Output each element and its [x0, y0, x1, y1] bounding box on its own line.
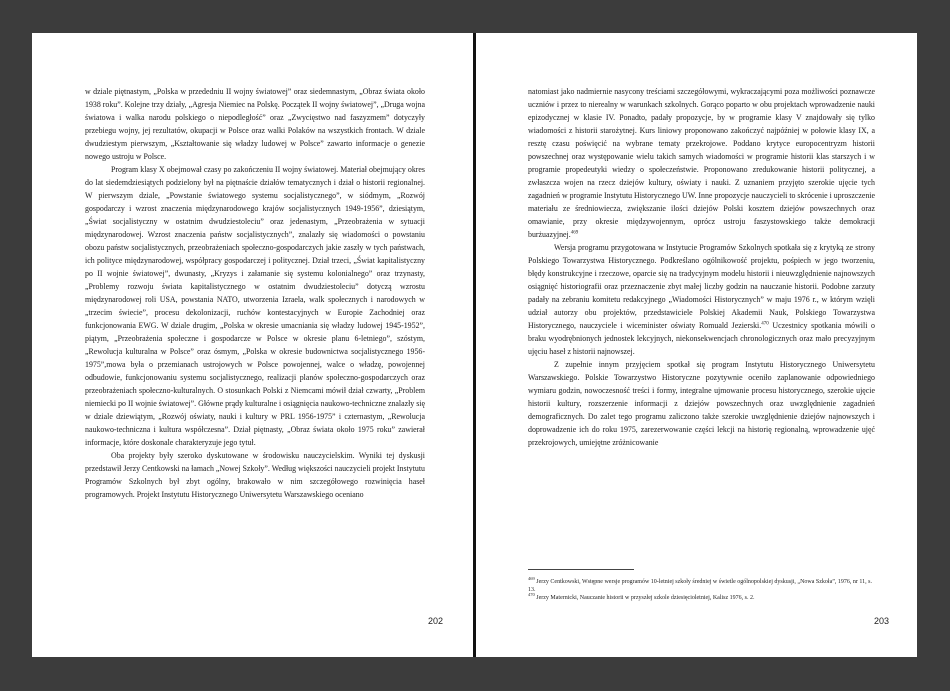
paragraph: Z zupełnie innym przyjęciem spotkał się program Instytutu Historycznego Uniwersytetu Warszawskiego. Polskie Towarzystwo Historyczne pozytywnie oceniło zaplanowanie odpowiedniego wymiaru godzin, nowoczesność treści i formy, integralne ujmowanie procesu historycznego, szerokie ujęcie historii kultury, rozszerzenie informacji z dziejów powszechnych oraz uwzględnienie zagadnień demograficznych. Do zalet tego programu zaliczono także szerokie uwzględnienie dziejów najnowszych i doprowadzenie ich do roku 1975, zarezerwowanie części lekcji na historię regionalną, wprowadzenie ujęć przekrojowych, umiejętne zróżnicowanie [528, 360, 875, 447]
page-right [476, 33, 917, 657]
page-body [85, 85, 425, 501]
footnote-text: Jerzy Maternicki, Nauczanie historii w przyszłej szkole dziesięcioletniej, Kalisz 1976, s. 2. [534, 595, 755, 601]
paragraph: Oba projekty były szeroko dyskutowane w środowisku nauczycielskim. Wyniki tej dyskusji przedstawił Jerzy Centkowski na łamach „Nowej Szkoły”. Według większości nauczycieli projekt Instytutu Programów Szkolnych był zbyt ogólny, brakowało w nim szczegółowego rozwinięcia haseł programowych. Projekt Instytutu Historycznego Uniwersytetu Warszawskiego oceniano [85, 451, 425, 499]
paragraph: Program klasy X obejmował czasy po zakończeniu II wojny światowej. Materiał obejmujący okres do lat siedemdziesiątych podzielony był na piętnaście działów tematycznych i dział o historii regionalnej. W pierwszym dziale, „Powstanie światowego systemu socjalistycznego”, w siódmym, „Rozwój gospodarczy i wzrost znaczenia międzynarodowego krajów socjalistycznych 1949-1956”, dziesiątym, „Świat socjalistyczny w ostatnim dwudziestoleciu” oraz jedenastym, „Przeobrażenia w sytuacji międzynarodowej. Wzrost znaczenia państw socjalistycznych”, znalazły się wiadomości o powstaniu obozu państw socjalistycznych, przeobrażeniach społeczno-gospodarczych jakie zaszły w tych państwach, ich polityce międzynarodowej, współpracy gospodarczej i politycznej. Dział trzeci, „Świat kapitalistyczny po II wojnie światowej”, dwunasty, „Kryzys i załamanie się systemu kolonialnego” oraz trzynasty, „Problemy rozwoju świata kapitalistycznego w ostatnim dwudziestoleciu” dotyczą wzrostu międzynarodowej roli USA, powstania NATO, utworzenia Izraela, walk społecznych i narodowych w „trzecim świecie”, procesu dekolonizacji, ruchów kontestacyjnych w Europie Zachodniej oraz funkcjonowania EWG. W dziale drugim, „Polska w okresie umacniania się władzy ludowej 1945-1952”, piątym, „Przeobrażenia społeczne i gospodarcze w Polsce w okresie planu 6-letniego”, szóstym, „Rewolucja kulturalna w Polsce” oraz ósmym, „Polska w okresie budownictwa socjalistycznego 1956-1975”,mowa była o przemianach ustrojowych w Polsce powojennej, walce o władzę, powojennej odbudowie, funkcjonowaniu systemu socjalistycznego, realizacji planów społeczno-gospodarczych oraz przeobrażeniach społeczno-kulturalnych. O stosunkach Polski z Niemcami mówił dział czwarty, „Problem niemiecki po II wojnie światowej”. Główne prądy kulturalne i osiągnięcia naukowo-techniczne znalazły się w dziale dziewiątym, „Rozwój oświaty, nauki i kultury w PRL 1956-1975” i czternastym, „Rewolucja naukowo-techniczna i kultura współczesna”. Dział piętnasty, „Obraz świata około 1975 roku” zawierał informacje, które doskonale charakteryzuje jego tytuł. [85, 165, 425, 447]
footnote [528, 578, 875, 594]
footnote-number: 469 [528, 576, 535, 581]
page-body [528, 85, 875, 449]
paragraph-text: natomiast jako nadmiernie nasycony treściami szczegółowymi, wykraczającymi poza możliwości poznawcze uczniów i przez to nierealny w warunkach szkolnych. Gorąco poparto w obu projektach wprowadzenie nauki epizodycznej w klasie IV. Ponadto, padały propozycje, by w programie klasy V znajdowały się tylko wiadomości z historii starożytnej. Kurs liniowy proponowano zakończyć najpóźniej w połowie klasy IX, a resztę czasu poświęcić na wybrane tematy przekrojowe. Poddano krytyce europocentryzm historii powszechnej oraz występowanie wielu takich samych wiadomości w programie historii klas starszych i w programie propedeutyki wiedzy o społeczeństwie. Proponowano zredukowanie historii politycznej, a zwłaszcza wojen na rzecz dziejów kultury, oświaty i nauki. Z uznaniem przyjęto szerokie ujęcie tych zagadnień w programie Instytutu Historycznego UW. Inne propozycje nauczycieli to skrócenie i uproszczenie materiału ze średniowiecza, zwiększanie ilości dziejów Polski kosztem dziejów powszechnych oraz omawianie, przy okresie międzywojennym, oprócz ustroju faszystowskiego także demokracji burżuazyjnej. [528, 87, 875, 239]
page-number: 202 [427, 616, 443, 626]
footnote-reference: 470 [761, 321, 769, 327]
page-left [32, 33, 473, 657]
paragraph-text: Wersja programu przygotowana w Instytucie Programów Szkolnych spotkała się z krytyką ze strony Polskiego Towarzystwa Historycznego. Podkreślano ogólnikowość projektu, pośpiech w jego tworzeniu, błędy konstrukcyjne i rzeczowe, oparcie się na tradycyjnym modelu historii i nieuwzględnienie najnowszych osiągnięć historiografii oraz przeznaczenie zbyt małej liczby godzin na nauczanie historii. Podobne zarzuty padały na zebraniu komitetu redakcyjnego „Wiadomości Historycznych” w maju 1976 r., w którym wzięli udział autorzy obu projektów, przedstawiciele Polskiej Akademii Nauk, Polskiego Towarzystwa Historycznego, nauczyciele i wiceminister oświaty Romuald Jezierski. [528, 243, 875, 330]
paragraph: w dziale piętnastym, „Polska w przededniu II wojny światowej” oraz siedemnastym, „Obraz świata około 1938 roku”. Kolejne trzy działy, „Agresja Niemiec na Polskę. Początek II wojny światowej”, „Druga wojna światowa i walka narodu polskiego o niepodległość” oraz „Zwycięstwo nad faszyzmem” dotyczyły przebiegu wojny, jej rezultatów, okupacji w Polsce oraz walki Polaków na wszystkich frontach. W dziale dwudziestym pierwszym, „Kształtowanie się władzy ludowej w Polsce” zawarto informacje o genezie nowego ustroju w Polsce. [85, 87, 425, 161]
page-number: 203 [873, 616, 889, 626]
footnote-text: Jerzy Centkowski, Wstępne wersje programów 10-letniej szkoły średniej w świetle ogólnopolskiej dyskusji, „Nowa Szkoła”, 1976, nr 11, s. 13. [528, 579, 873, 593]
footnotes [528, 569, 875, 602]
paragraph-text: Uczestnicy spotkania mówili o braku wyodrębnionych jednostek lekcyjnych, niekonsekwencjach chronologicznych oraz mało precyzyjnym ujęciu haseł z historii najnowszej. [528, 321, 875, 356]
footnote-reference: 469 [570, 230, 579, 236]
paragraph [528, 241, 875, 358]
paragraph [528, 85, 875, 241]
footnote-rule [528, 569, 634, 570]
footnote [528, 594, 875, 602]
footnote-number: 470 [528, 592, 535, 597]
